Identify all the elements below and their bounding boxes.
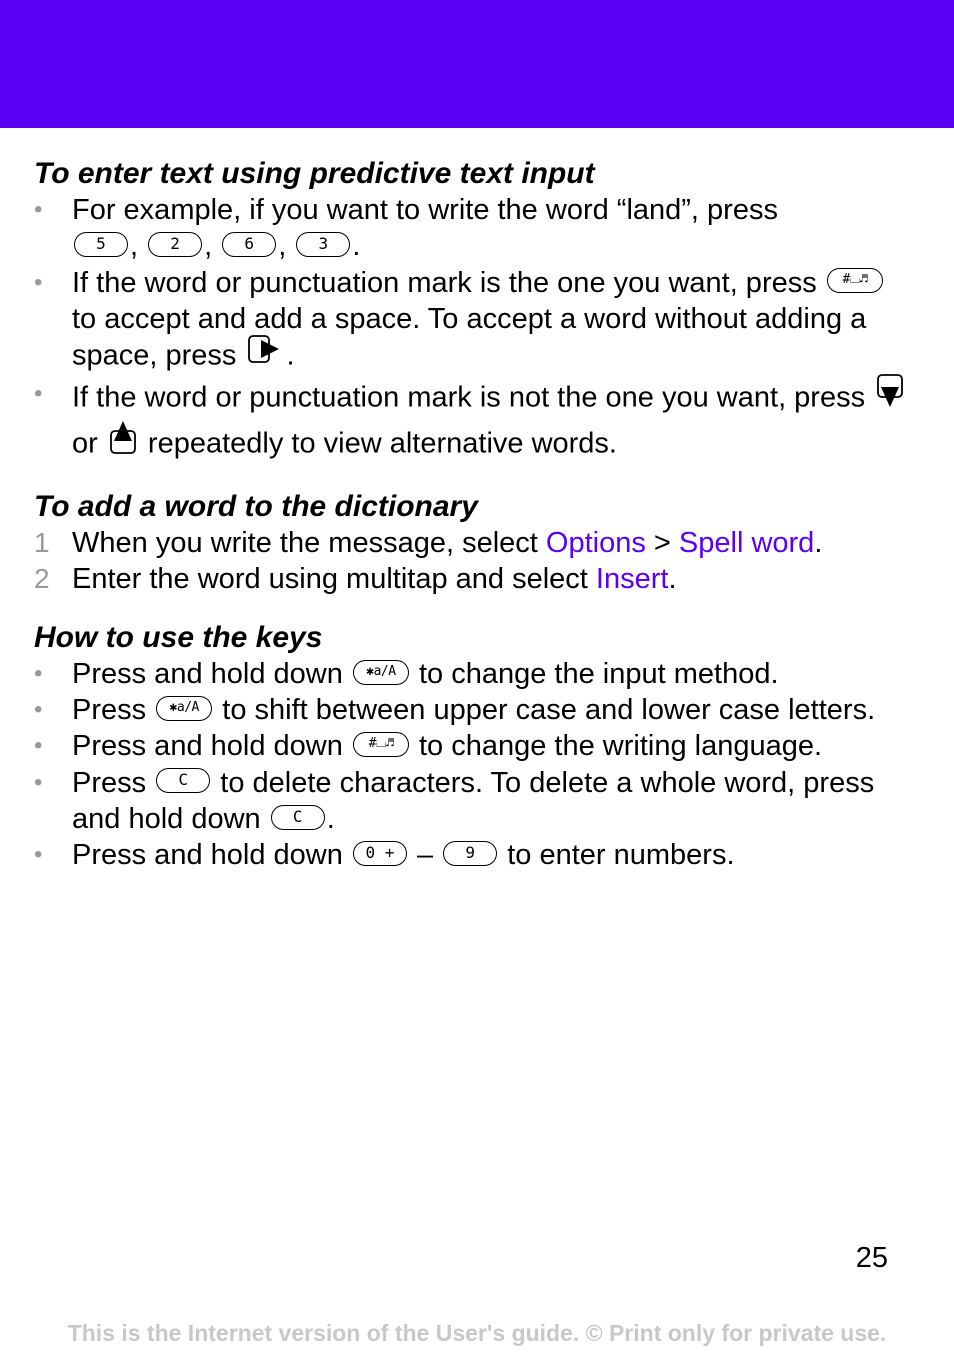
list-item: • Press ✱a/A to shift between upper case and lower case letters. xyxy=(34,692,914,728)
heading-use-keys: How to use the keys xyxy=(34,620,323,654)
menu-spell-word: Spell word xyxy=(678,527,815,560)
heading-add-word: To add a word to the dictionary xyxy=(34,490,478,524)
navigation-right-icon xyxy=(247,334,283,373)
heading-predictive-text: To enter text using predictive text input xyxy=(34,157,595,190)
bullet: • xyxy=(34,841,43,869)
step-item: 2 Enter the word using multitap and select Insert. xyxy=(34,561,914,597)
list-item: • If the word or punctuation mark is the one you want, press #⌴♬ to accept and add a space. To accept a word without adding a space, press . xyxy=(34,265,914,377)
bullet: • xyxy=(34,768,43,796)
list-item: • Press and hold down #⌴♬ to change the writing language. xyxy=(34,728,914,764)
bullet: • xyxy=(34,659,43,687)
key-3: 3 xyxy=(296,232,350,257)
use-keys-list xyxy=(34,656,914,874)
clear-key: C xyxy=(156,768,210,793)
list-item: • If the word or punctuation mark is not the one you want, press or repeatedly to view alternative words. xyxy=(34,376,914,467)
predictive-text-list xyxy=(34,192,914,467)
step-number: 1 xyxy=(34,527,50,559)
page-number: 25 xyxy=(855,1242,888,1274)
key-9: 9 xyxy=(443,841,497,866)
key-2: 2 xyxy=(148,232,202,257)
clear-key: C xyxy=(271,805,325,830)
menu-options: Options xyxy=(545,527,646,560)
bullet: • xyxy=(34,732,43,760)
navigation-up-icon xyxy=(109,419,137,464)
key-0: 0 + xyxy=(353,841,407,866)
footer-note: This is the Internet version of the User's guide. © Print only for private use. xyxy=(67,1320,887,1346)
hash-key: #⌴♬ xyxy=(353,732,409,757)
bullet: • xyxy=(34,196,43,223)
list-item: • Press and hold down 0 + – 9 to enter numbers. xyxy=(34,837,914,873)
step-item: 1 When you write the message, select Options > Spell word. xyxy=(34,525,914,561)
list-item: • For example, if you want to write the word “land”, press 5 , 2 , 6 , 3 . xyxy=(34,194,778,263)
bullet: • xyxy=(34,268,43,296)
key-6: 6 xyxy=(222,232,276,257)
bullet: • xyxy=(34,695,43,723)
star-key: ✱a/A xyxy=(353,660,409,685)
list-item: • Press and hold down ✱a/A to change the input method. xyxy=(34,656,914,692)
header-bar xyxy=(0,0,954,128)
key-5: 5 xyxy=(74,232,128,257)
step-number: 2 xyxy=(34,563,50,595)
hash-key: #⌴♬ xyxy=(827,268,883,293)
menu-insert: Insert xyxy=(595,563,669,596)
list-item: • Press C to delete characters. To delete a whole word, press and hold down C . xyxy=(34,766,875,835)
page-content xyxy=(34,156,914,873)
add-word-steps xyxy=(34,525,914,598)
navigation-down-icon xyxy=(876,373,904,418)
star-key: ✱a/A xyxy=(156,696,212,721)
bullet: • xyxy=(34,380,43,408)
